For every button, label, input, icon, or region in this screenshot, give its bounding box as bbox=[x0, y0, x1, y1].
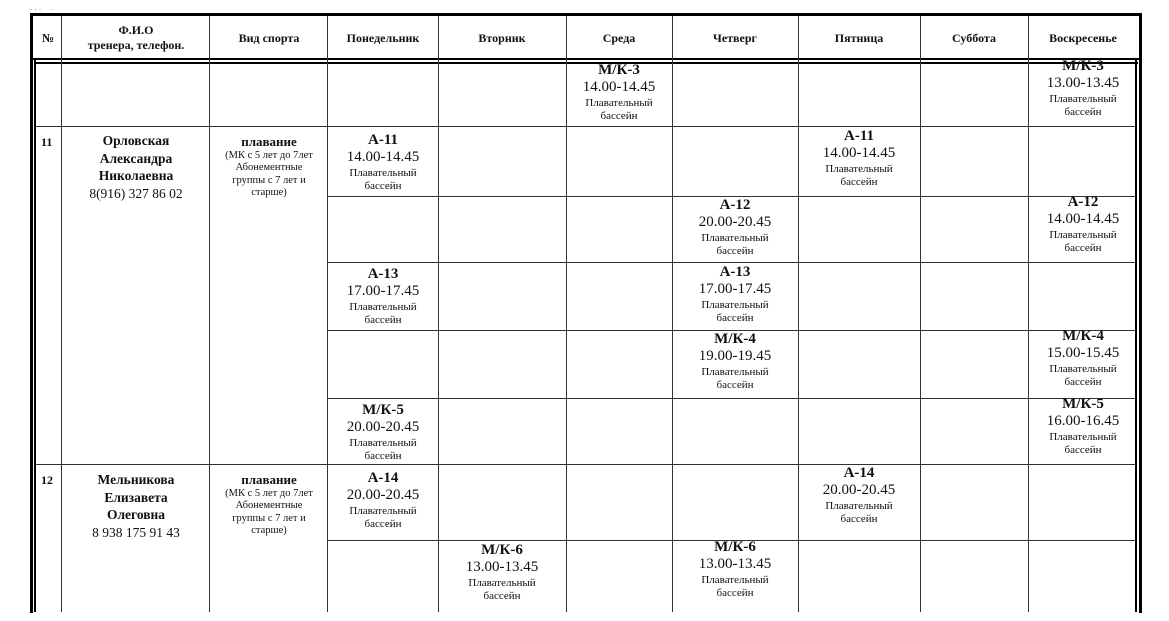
session-cell bbox=[328, 470, 438, 532]
trainer-info bbox=[62, 132, 210, 202]
header-divider bbox=[32, 58, 1140, 60]
session-place: Плавательный бассейн bbox=[349, 166, 417, 193]
session-place: Плавательный бассейн bbox=[468, 576, 536, 603]
trainer-name: Мельникова Елизавета Олеговна bbox=[97, 472, 175, 523]
sport-name: плавание bbox=[241, 134, 297, 149]
session-cell bbox=[328, 266, 438, 328]
session-time: 20.00-20.45 bbox=[346, 419, 420, 436]
session-time: 14.00-14.45 bbox=[582, 79, 656, 96]
session-place: Плавательный бассейн bbox=[701, 298, 769, 325]
session-place: Плавательный бассейн bbox=[701, 231, 769, 258]
trainer-info bbox=[62, 471, 210, 541]
row-divider bbox=[328, 398, 1136, 399]
session-code: М/К-4 bbox=[1062, 328, 1104, 344]
sport-info bbox=[210, 472, 328, 538]
session-time: 19.00-19.45 bbox=[698, 348, 772, 365]
session-cell bbox=[1028, 194, 1138, 256]
row-number: 12 bbox=[41, 473, 53, 487]
session-place: Плавательный бассейн bbox=[349, 436, 417, 463]
header-day-saturday: Суббота bbox=[952, 30, 996, 45]
session-time: 16.00-16.45 bbox=[1046, 413, 1120, 430]
trainer-phone: 8(916) 327 86 02 bbox=[89, 185, 183, 201]
session-code: М/К-4 bbox=[714, 331, 756, 347]
session-time: 20.00-20.45 bbox=[822, 482, 896, 499]
header-num: № bbox=[41, 30, 55, 45]
header-day-friday: Пятница bbox=[834, 30, 884, 45]
session-cell bbox=[566, 62, 672, 124]
header-trainer: Ф.И.О тренера, телефон. bbox=[87, 23, 185, 52]
session-code: А-14 bbox=[843, 465, 875, 481]
trainer-phone: 8 938 175 91 43 bbox=[92, 524, 180, 540]
session-place: Плавательный бассейн bbox=[1049, 362, 1117, 389]
session-time: 14.00-14.45 bbox=[1046, 211, 1120, 228]
session-time: 17.00-17.45 bbox=[346, 283, 420, 300]
header-day-sunday: Воскресенье bbox=[1049, 30, 1117, 45]
sport-info bbox=[210, 134, 328, 200]
session-code: М/К-5 bbox=[1062, 396, 1104, 412]
session-place: Плавательный бассейн bbox=[1049, 92, 1117, 119]
session-place: Плавательный бассейн bbox=[1049, 430, 1117, 457]
session-cell bbox=[672, 264, 798, 326]
header-day-thursday: Четверг bbox=[713, 30, 757, 45]
session-cell bbox=[1028, 58, 1138, 120]
session-time: 13.00-13.45 bbox=[465, 559, 539, 576]
session-place: Плавательный бассейн bbox=[825, 162, 893, 189]
header-sport: Вид спорта bbox=[238, 30, 300, 45]
trainer-name: Орловская Александра Николаевна bbox=[98, 133, 174, 184]
session-code: М/К-6 bbox=[714, 539, 756, 555]
header-day-tuesday: Вторник bbox=[478, 30, 526, 45]
header-day-monday: Понедельник bbox=[346, 30, 420, 45]
session-cell bbox=[672, 539, 798, 601]
session-code: А-12 bbox=[1067, 194, 1099, 210]
session-code: А-14 bbox=[367, 470, 399, 486]
session-cell bbox=[328, 402, 438, 464]
session-cell bbox=[798, 128, 920, 190]
session-cell bbox=[672, 197, 798, 259]
session-code: А-11 bbox=[844, 128, 874, 144]
row-number: 11 bbox=[41, 135, 53, 149]
session-code: А-13 bbox=[367, 266, 399, 282]
session-code: А-11 bbox=[368, 132, 398, 148]
session-place: Плавательный бассейн bbox=[701, 573, 769, 600]
session-code: А-12 bbox=[719, 197, 751, 213]
session-place: Плавательный бассейн bbox=[585, 96, 653, 123]
row-divider bbox=[328, 262, 1136, 263]
session-time: 14.00-14.45 bbox=[822, 145, 896, 162]
session-place: Плавательный бассейн bbox=[1049, 228, 1117, 255]
session-cell bbox=[672, 331, 798, 393]
header-day-wednesday: Среда bbox=[602, 30, 636, 45]
session-code: М/К-3 bbox=[598, 62, 640, 78]
session-place: Плавательный бассейн bbox=[825, 499, 893, 526]
scan-noise: . . . . bbox=[30, 2, 53, 12]
session-time: 20.00-20.45 bbox=[346, 487, 420, 504]
session-code: М/К-5 bbox=[362, 402, 404, 418]
session-time: 13.00-13.45 bbox=[1046, 75, 1120, 92]
sport-description: (МК с 5 лет до 7лет Абонементные группы с 7 лет и старше) bbox=[225, 487, 313, 537]
session-cell bbox=[1028, 328, 1138, 390]
session-code: А-13 bbox=[719, 264, 751, 280]
session-cell bbox=[438, 542, 566, 604]
session-time: 14.00-14.45 bbox=[346, 149, 420, 166]
sport-name: плавание bbox=[241, 472, 297, 487]
row-divider bbox=[36, 464, 1136, 465]
session-time: 20.00-20.45 bbox=[698, 214, 772, 231]
session-place: Плавательный бассейн bbox=[349, 300, 417, 327]
session-time: 17.00-17.45 bbox=[698, 281, 772, 298]
session-place: Плавательный бассейн bbox=[349, 504, 417, 531]
sport-description: (МК с 5 лет до 7лет Абонементные группы с 7 лет и старше) bbox=[225, 149, 313, 199]
session-cell bbox=[1028, 396, 1138, 458]
row-divider bbox=[36, 126, 1136, 127]
session-cell bbox=[798, 465, 920, 527]
session-time: 15.00-15.45 bbox=[1046, 345, 1120, 362]
session-place: Плавательный бассейн bbox=[701, 365, 769, 392]
column-divider bbox=[920, 16, 921, 612]
session-code: М/К-3 bbox=[1062, 58, 1104, 74]
column-divider bbox=[438, 16, 439, 612]
session-code: М/К-6 bbox=[481, 542, 523, 558]
session-cell bbox=[328, 132, 438, 194]
session-time: 13.00-13.45 bbox=[698, 556, 772, 573]
